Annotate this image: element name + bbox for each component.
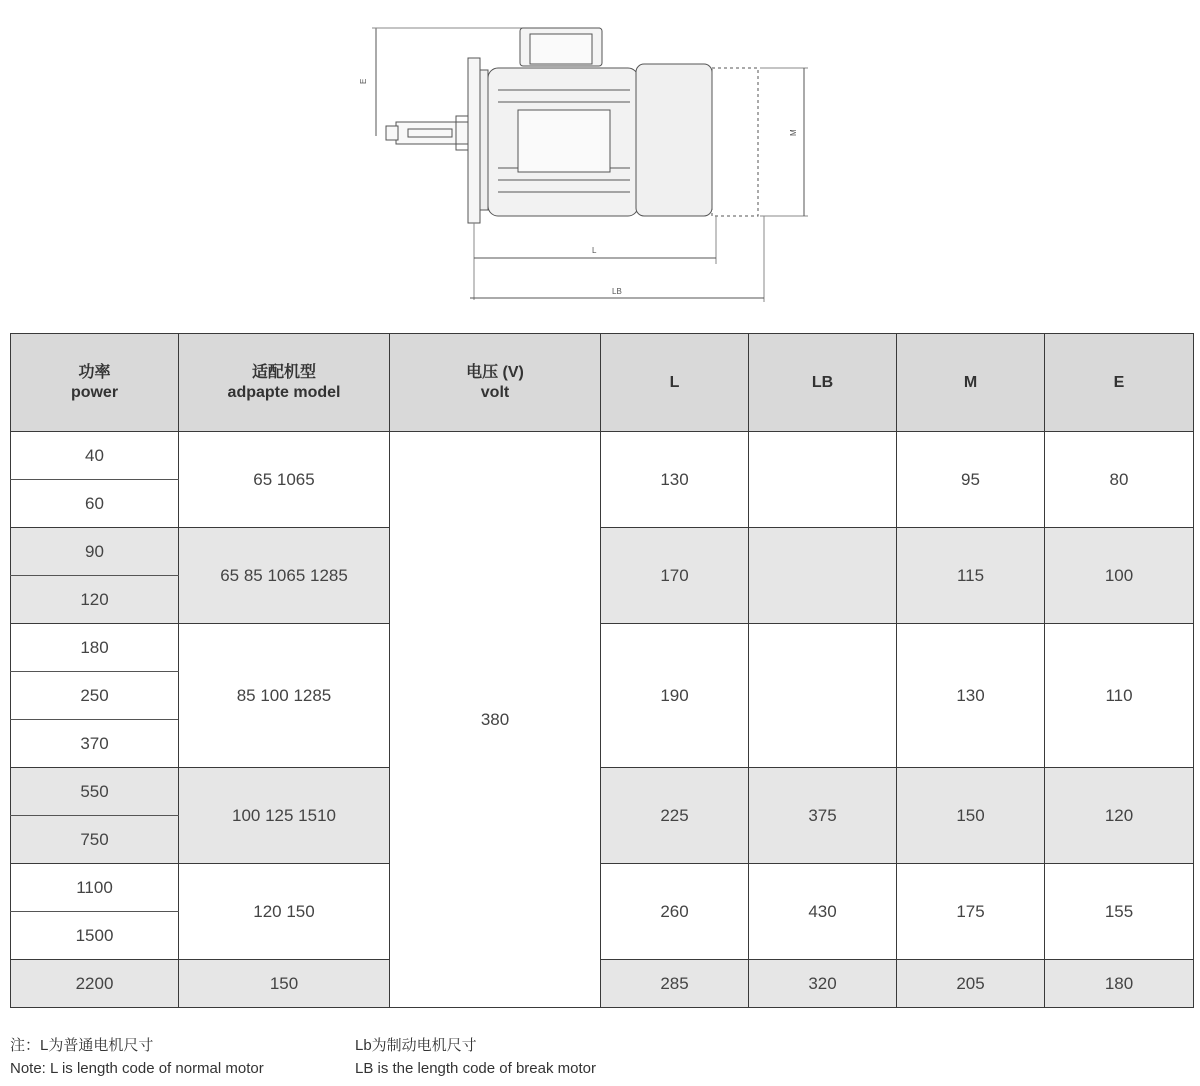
dim-label-m: M — [789, 129, 798, 136]
cell-l: 260 — [601, 864, 749, 960]
cell-power: 2200 — [11, 960, 179, 1008]
note-normal-motor-en: Note: L is length code of normal motor — [10, 1060, 264, 1077]
motor-dimension-drawing — [360, 18, 820, 308]
note-brake-motor-en: LB is the length code of break motor — [355, 1060, 596, 1077]
cell-power: 60 — [11, 480, 179, 528]
cell-lb — [749, 624, 897, 768]
cell-e: 110 — [1045, 624, 1194, 768]
note-brake-motor-cn: Lb为制动电机尺寸 — [355, 1037, 477, 1054]
header-model: 适配机型 adpapte model — [179, 334, 390, 432]
note-row-cn — [10, 1034, 596, 1057]
cell-m: 175 — [897, 864, 1045, 960]
cell-power: 120 — [11, 576, 179, 624]
table-row — [11, 768, 1194, 816]
cell-model: 100 125 1510 — [179, 768, 390, 864]
cell-lb: 430 — [749, 864, 897, 960]
cell-lb: 375 — [749, 768, 897, 864]
cell-model: 120 150 — [179, 864, 390, 960]
cell-model: 150 — [179, 960, 390, 1008]
cell-e: 155 — [1045, 864, 1194, 960]
cell-e: 120 — [1045, 768, 1194, 864]
cell-model: 85 100 1285 — [179, 624, 390, 768]
cell-m: 115 — [897, 528, 1045, 624]
cell-power: 40 — [11, 432, 179, 480]
cell-voltage: 380 — [390, 432, 601, 1008]
table-row — [11, 864, 1194, 912]
motor-spec-table — [10, 333, 1194, 1008]
cell-power: 250 — [11, 672, 179, 720]
cell-m: 150 — [897, 768, 1045, 864]
dim-label-lb: LB — [612, 287, 622, 296]
cell-power: 180 — [11, 624, 179, 672]
cell-e: 100 — [1045, 528, 1194, 624]
cell-l: 190 — [601, 624, 749, 768]
table-row — [11, 432, 1194, 480]
cell-lb: 320 — [749, 960, 897, 1008]
header-m: M — [897, 334, 1045, 432]
note-row-en — [10, 1057, 596, 1080]
header-lb: LB — [749, 334, 897, 432]
note-normal-motor-cn: 注：L为普通电机尺寸 — [10, 1037, 154, 1054]
cell-power: 1100 — [11, 864, 179, 912]
header-volt: 电压 (V) volt — [390, 334, 601, 432]
cell-power: 370 — [11, 720, 179, 768]
cell-lb — [749, 528, 897, 624]
cell-m: 205 — [897, 960, 1045, 1008]
cell-power: 90 — [11, 528, 179, 576]
cell-power: 750 — [11, 816, 179, 864]
cell-l: 170 — [601, 528, 749, 624]
cell-m: 130 — [897, 624, 1045, 768]
cell-e: 180 — [1045, 960, 1194, 1008]
cell-model: 65 1065 — [179, 432, 390, 528]
cell-l: 130 — [601, 432, 749, 528]
header-l: L — [601, 334, 749, 432]
table-header-row — [11, 334, 1194, 432]
table-row — [11, 624, 1194, 672]
header-power: 功率 power — [11, 334, 179, 432]
table-row — [11, 960, 1194, 1008]
cell-power: 1500 — [11, 912, 179, 960]
table-body — [11, 432, 1194, 1008]
table-row — [11, 528, 1194, 576]
header-e: E — [1045, 334, 1194, 432]
cell-e: 80 — [1045, 432, 1194, 528]
dim-label-e: E — [359, 78, 368, 84]
cell-l: 285 — [601, 960, 749, 1008]
dim-label-l: L — [592, 246, 597, 255]
cell-lb — [749, 432, 897, 528]
cell-l: 225 — [601, 768, 749, 864]
cell-model: 65 85 1065 1285 — [179, 528, 390, 624]
cell-m: 95 — [897, 432, 1045, 528]
notes — [10, 1034, 596, 1080]
cell-power: 550 — [11, 768, 179, 816]
